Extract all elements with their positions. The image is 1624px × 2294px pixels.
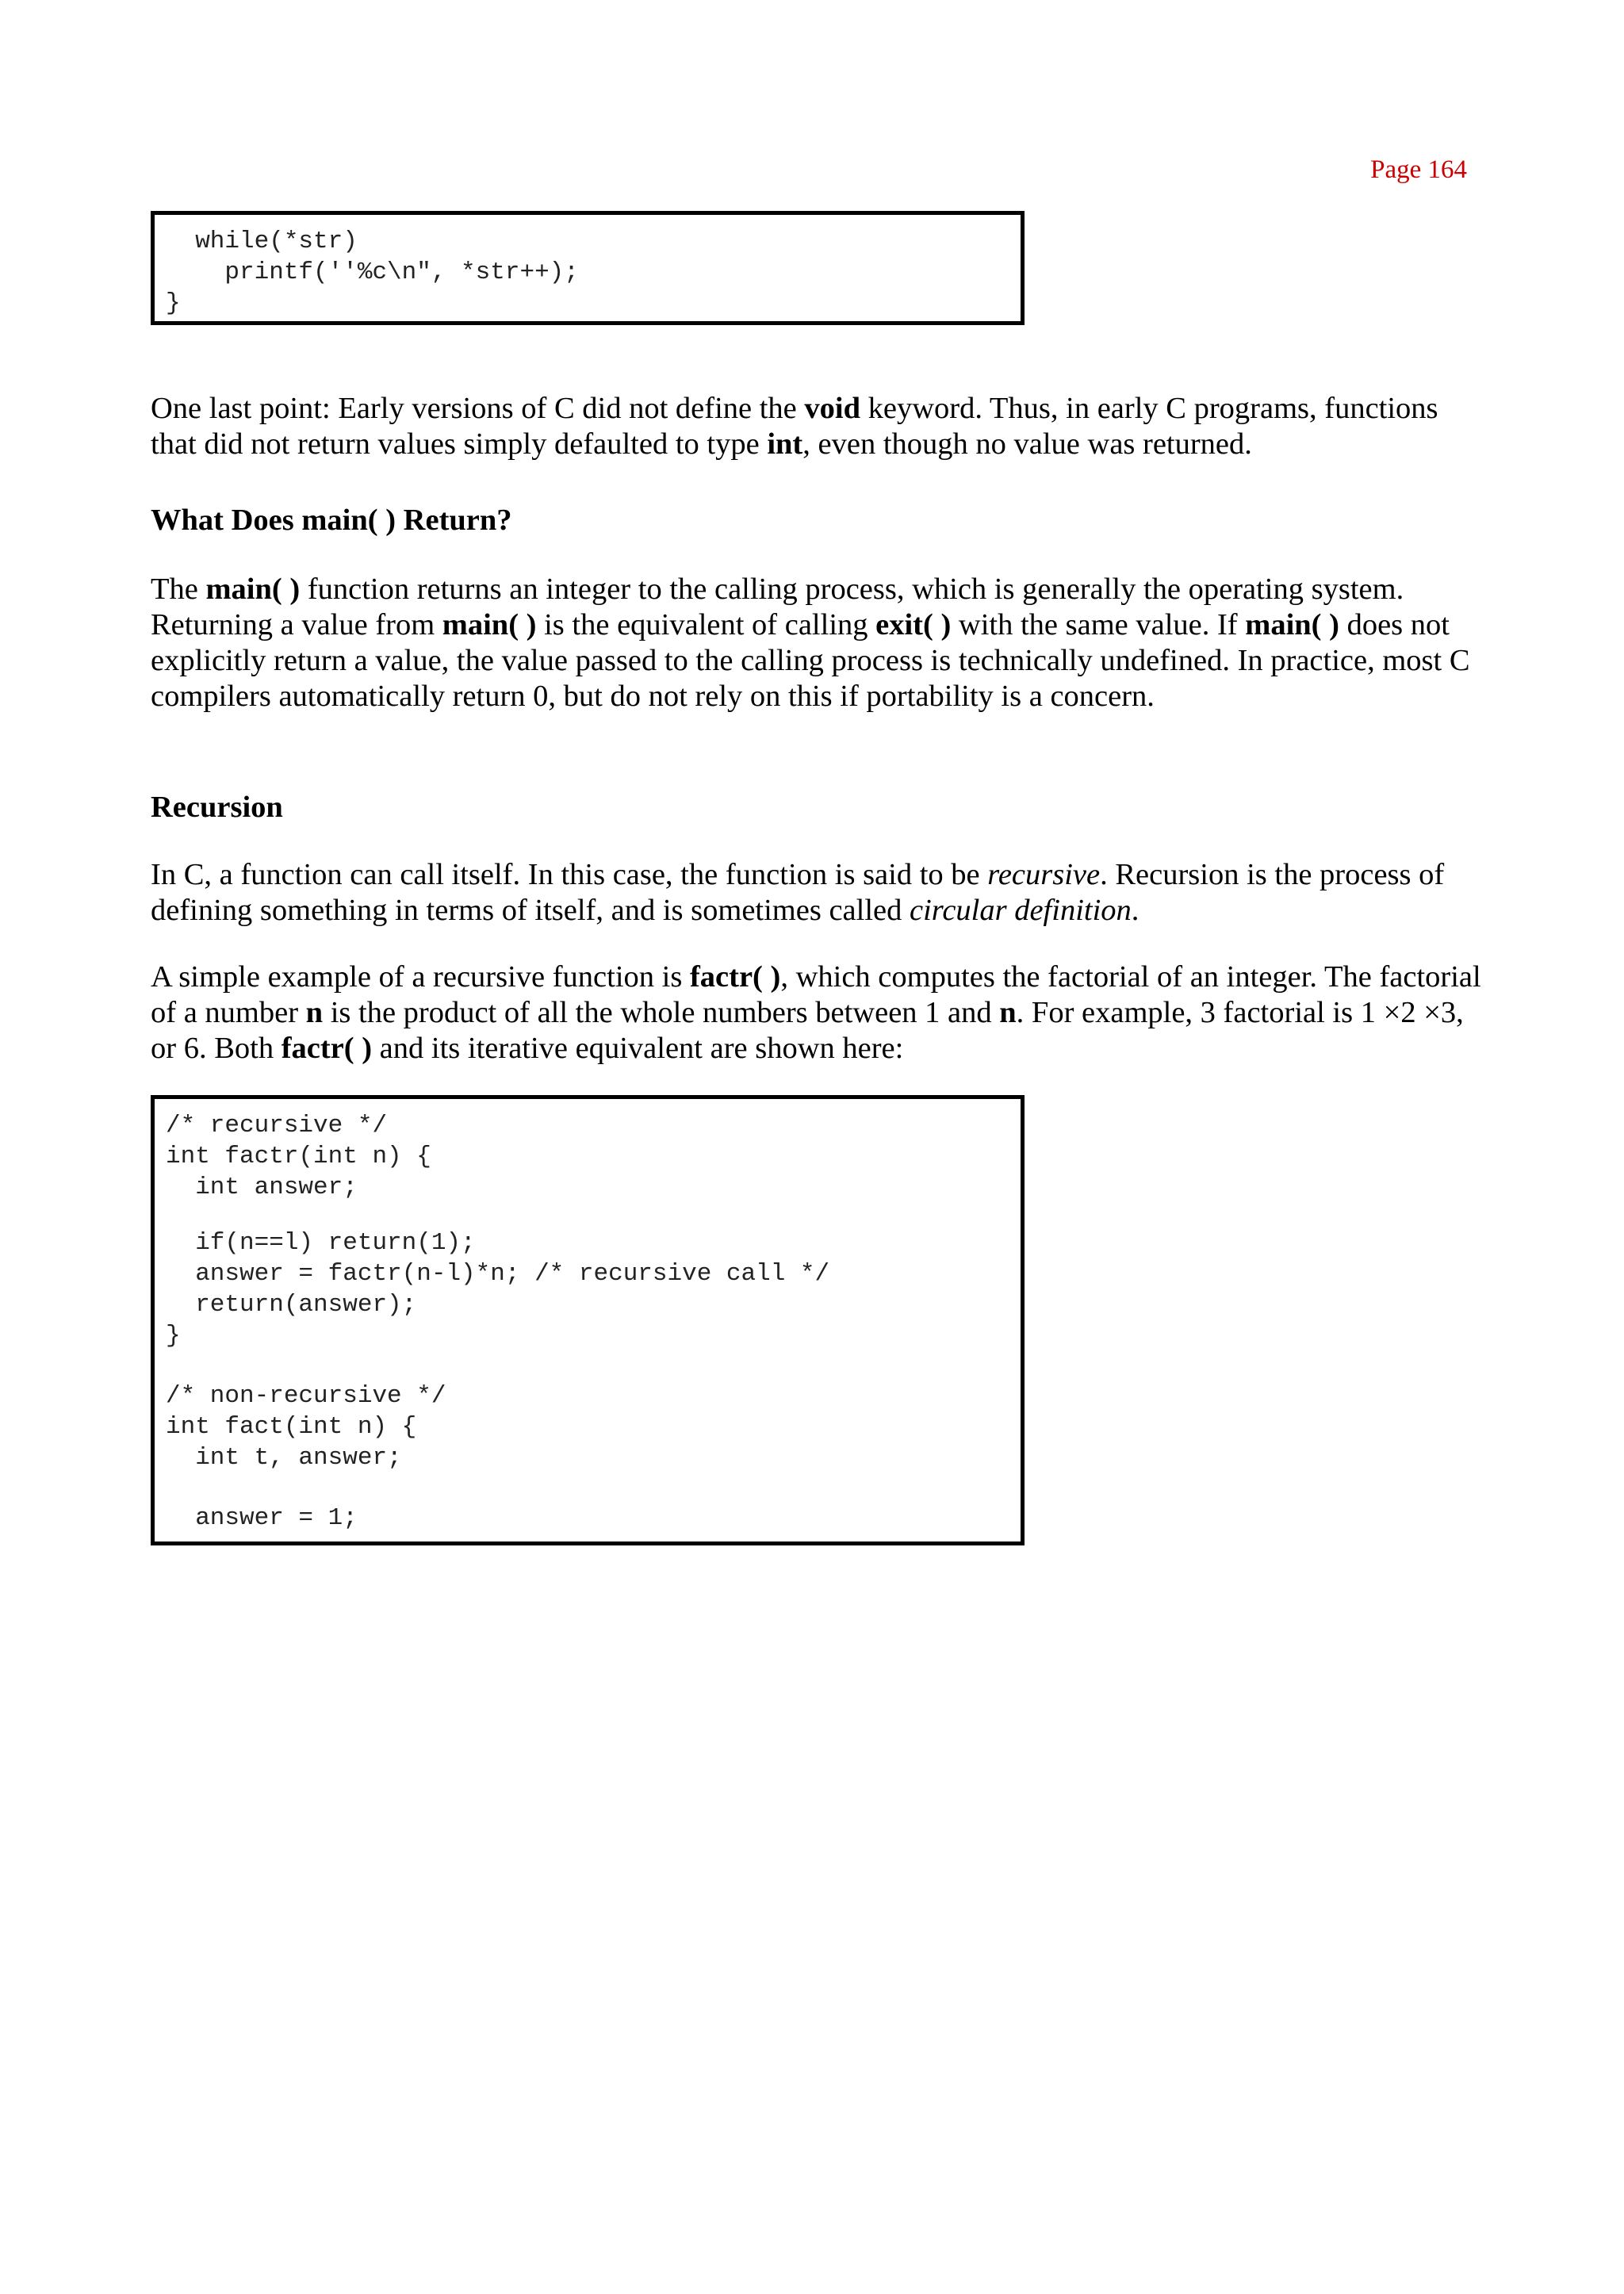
- term-recursive: recursive: [987, 858, 1101, 891]
- text-run: is the equivalent of calling: [536, 608, 876, 641]
- keyword-n: n: [305, 996, 324, 1029]
- code-line: if(n==l) return(1);: [166, 1229, 476, 1257]
- text-run: does not explicitly return a value, the value passed to the calling process is technically undefined. In practice, most C compilers automatically return 0, but do not rely on this if portability is a concern.: [151, 608, 1470, 713]
- keyword-factr: factr( ): [689, 960, 781, 994]
- paragraph-void-keyword: [151, 391, 1483, 462]
- paragraph-factr-example: [151, 959, 1483, 1067]
- text-run: A simple example of a recursive function is: [151, 960, 690, 994]
- paragraph-recursion-intro: [151, 857, 1483, 929]
- code-line: }: [166, 289, 181, 317]
- code-line: [166, 1351, 1011, 1381]
- code-line: [166, 1473, 1011, 1503]
- code-line: printf(''%c\n", *str++);: [166, 259, 579, 286]
- text-run: function returns an integer to the calling process, which is generally the operating system. Returning a value from: [151, 573, 1404, 641]
- text-run: with the same value. If: [951, 608, 1246, 641]
- text-run: , even though no value was returned.: [802, 427, 1252, 461]
- code-line: /* recursive */: [166, 1112, 388, 1139]
- code-line: int factr(int n) {: [166, 1143, 431, 1170]
- text-run: The: [151, 573, 206, 606]
- keyword-exit: exit( ): [875, 608, 952, 641]
- code-line: [166, 1203, 1011, 1227]
- text-run: and its iterative equivalent are shown here:: [372, 1032, 904, 1065]
- text-run: . Recursion is the process of defining something in terms of itself, and is sometimes called: [151, 858, 1445, 927]
- keyword-n: n: [999, 996, 1017, 1029]
- code-block-while-loop: [151, 211, 1025, 325]
- heading-recursion: Recursion: [151, 791, 283, 824]
- text-run: One last point: Early versions of C did not define the: [151, 392, 805, 425]
- keyword-int: int: [767, 427, 803, 461]
- code-line: }: [166, 1322, 181, 1350]
- heading-main-return: What Does main( ) Return?: [151, 504, 512, 537]
- text-run: is the product of all the whole numbers between 1 and: [323, 996, 1000, 1029]
- page-number: Page 164: [1370, 155, 1467, 184]
- keyword-void: void: [804, 392, 860, 425]
- text-run: . For example, 3 factorial is 1 ×2 ×3, or 6. Both: [151, 996, 1464, 1065]
- text-run: keyword. Thus, in early C programs, functions that did not return values simply defaulted to type: [151, 392, 1438, 461]
- text-run: , which computes the factorial of an integer. The factorial of a number: [151, 960, 1481, 1029]
- keyword-main: main( ): [205, 573, 301, 606]
- code-line: answer = factr(n-l)*n; /* recursive call */: [166, 1260, 830, 1288]
- code-line: int t, answer;: [166, 1444, 402, 1472]
- code-line: /* non-recursive */: [166, 1382, 446, 1410]
- keyword-main: main( ): [442, 608, 537, 641]
- text-run: .: [1131, 894, 1139, 927]
- code-line: while(*str): [166, 228, 358, 255]
- code-block-factorial: [151, 1095, 1025, 1545]
- code-line: int fact(int n) {: [166, 1413, 417, 1441]
- text-run: In C, a function can call itself. In this case, the function is said to be: [151, 858, 988, 891]
- keyword-factr: factr( ): [281, 1032, 373, 1065]
- paragraph-main-return: [151, 572, 1483, 714]
- term-circular-definition: circular definition: [909, 894, 1132, 927]
- keyword-main: main( ): [1245, 608, 1339, 641]
- code-line: return(answer);: [166, 1291, 417, 1319]
- code-line: int answer;: [166, 1174, 358, 1201]
- code-line: answer = 1;: [166, 1504, 358, 1532]
